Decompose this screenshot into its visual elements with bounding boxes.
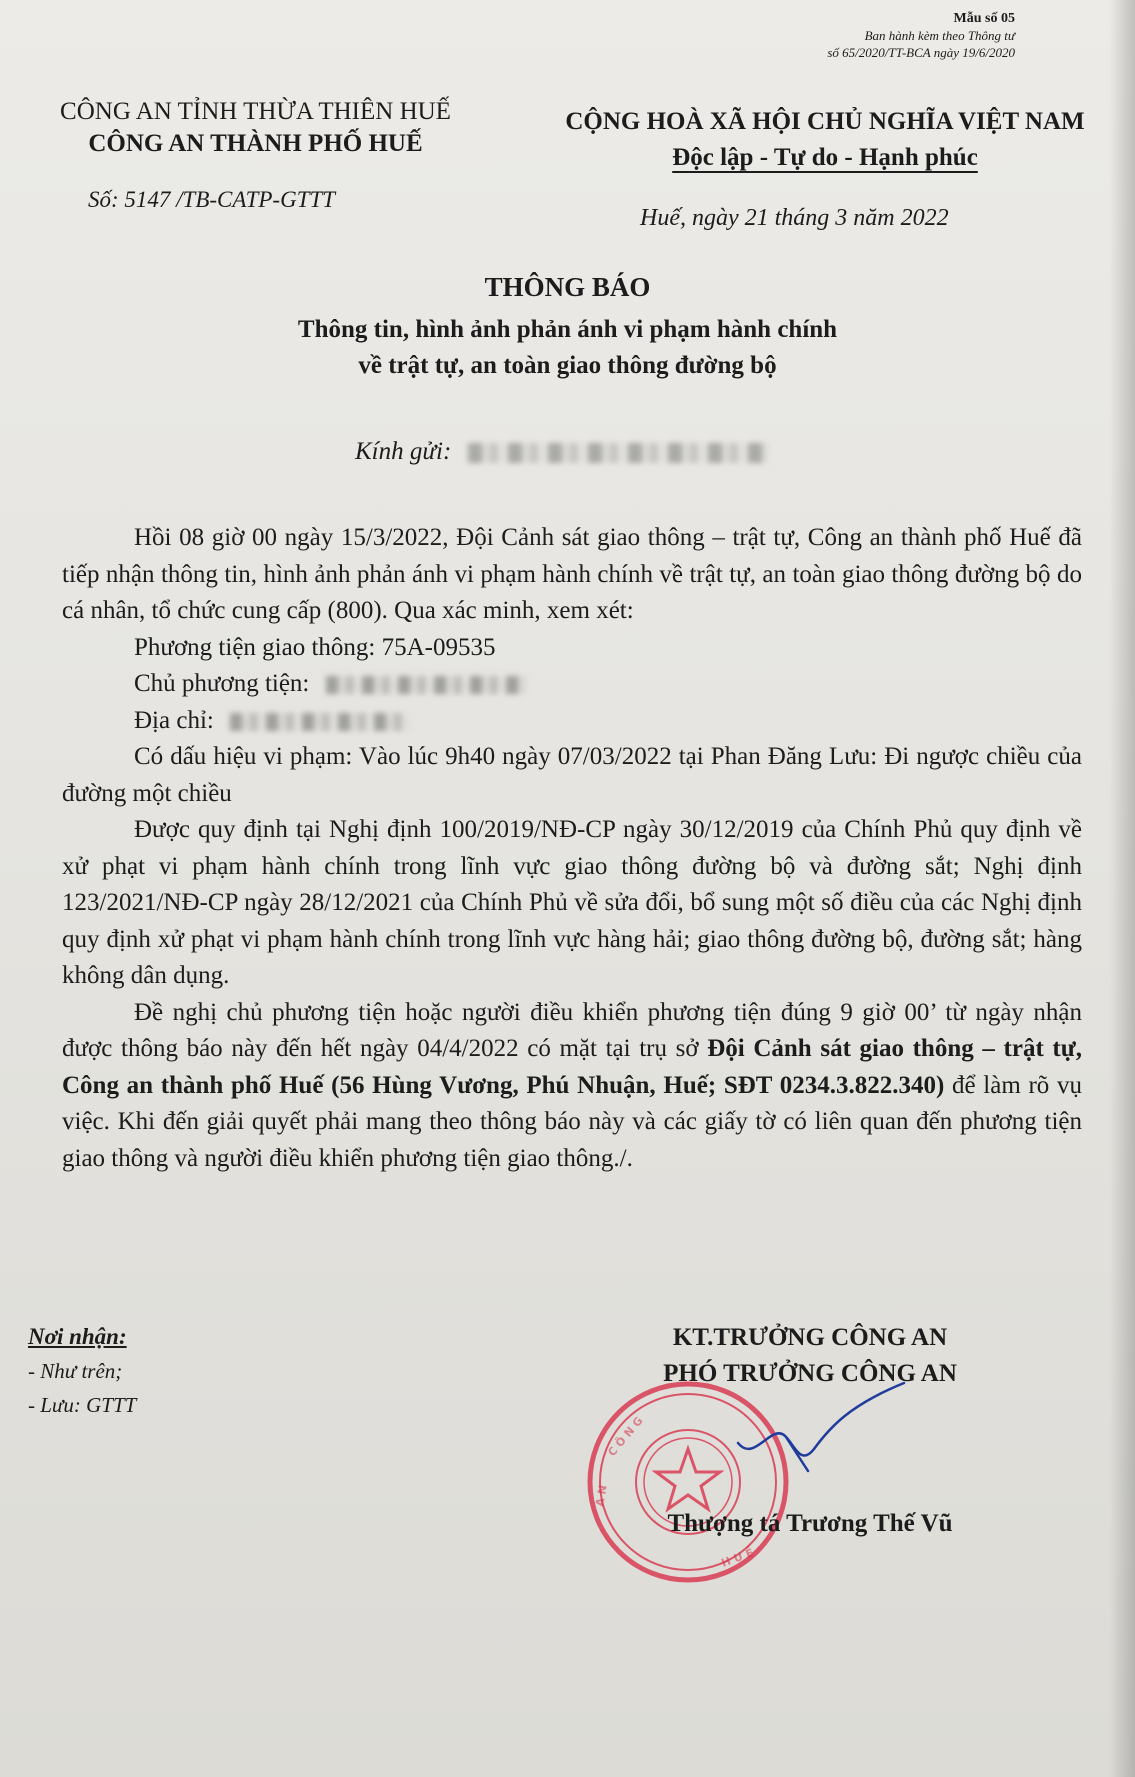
form-reference xyxy=(827,10,1015,61)
subtitle-line-2: về trật tự, an toàn giao thông đường bộ xyxy=(358,352,777,379)
recipient-item: - Lưu: GTTT xyxy=(28,1393,137,1417)
request-text-a: Đề nghị chủ phương tiện hoặc người điều khiển phương tiện đúng 9 giờ 00’ từ ngày nhận được thông báo này đến hết ngày 04/4/2022 có mặt tại trụ sở xyxy=(62,998,1082,1062)
document-subtitle xyxy=(0,312,1135,384)
vehicle-plate: 75A-09535 xyxy=(381,633,496,661)
field-vehicle xyxy=(62,630,1082,667)
svg-text:A N: A N xyxy=(593,1484,610,1508)
paragraph-legal-basis: Được quy định tại Nghị định 100/2019/NĐ-CP ngày 30/12/2019 của Chính Phủ quy định về xử phạt vi phạm hành chính trong lĩnh vực giao thông đường bộ và đường sắt; Nghị định 123/2021/NĐ-CP ngày 28/12/2021 của Chính Phủ về sửa đổi, bổ sung một số điều của các Nghị định quy định xử phạt vi phạm hành chính trong lĩnh vực hàng hải; giao thông đường bộ, đường sắt; hàng không dân dụng. xyxy=(62,816,1082,989)
national-header xyxy=(530,104,1120,176)
svg-text:H U Ế: H U Ế xyxy=(719,1546,756,1570)
form-line-2: số 65/2020/TT-BCA ngày 19/6/2020 xyxy=(827,45,1015,60)
greeting xyxy=(355,438,768,466)
vehicle-label: Phương tiện giao thông: xyxy=(134,633,376,661)
country-name: CỘNG HOÀ XÃ HỘI CHỦ NGHĨA VIỆT NAM xyxy=(565,108,1085,135)
redacted-owner-name xyxy=(326,676,526,694)
redacted-address xyxy=(230,713,410,731)
form-number: Mẫu số 05 xyxy=(953,11,1015,26)
document-title: THÔNG BÁO xyxy=(484,272,651,302)
agency-name: CÔNG AN THÀNH PHỐ HUẾ xyxy=(88,130,423,157)
owner-label: Chủ phương tiện: xyxy=(134,670,310,697)
paragraph-request xyxy=(62,995,1082,1178)
document-body xyxy=(62,520,1082,1177)
recipients-block xyxy=(28,1320,136,1422)
recipient-item: - Như trên; xyxy=(28,1359,123,1383)
paragraph-violation: Có dấu hiệu vi phạm: Vào lúc 9h40 ngày 07/03/2022 tại Phan Đăng Lưu: Đi ngược chiều của đường một chiều xyxy=(62,743,1082,807)
request-office-details: Đội Cảnh sát giao thông – trật tự, Công an thành phố Huế (56 Hùng Vương, Phú Nhuận, Huế; SĐT 0234.3.822.340) xyxy=(62,1035,1082,1099)
subtitle-line-1: Thông tin, hình ảnh phản ánh vi phạm hành chính xyxy=(297,316,838,343)
recipients-heading: Nơi nhận: xyxy=(28,1324,127,1349)
signature-title-1: KT.TRƯỞNG CÔNG AN xyxy=(672,1324,948,1351)
document-date: Huế, ngày 21 tháng 3 năm 2022 xyxy=(640,205,949,231)
field-address xyxy=(62,703,1082,740)
redacted-recipient-name xyxy=(468,443,768,463)
page-edge-shadow xyxy=(1109,0,1135,1777)
address-label: Địa chỉ: xyxy=(134,706,214,734)
seal-star-icon xyxy=(656,1449,720,1509)
svg-text:C Ô N G: C Ô N G xyxy=(605,1414,646,1459)
greeting-label: Kính gửi: xyxy=(355,438,452,465)
form-line-1: Ban hành kèm theo Thông tư xyxy=(864,28,1015,43)
handwritten-signature xyxy=(730,1375,910,1485)
paragraph-intro: Hồi 08 giờ 00 ngày 15/3/2022, Đội Cảnh sát giao thông – trật tự, Công an thành phố Huế đã tiếp nhận thông tin, hình ảnh phản ánh vi phạm hành chính về trật tự, an toàn giao thông đường bộ do cá nhân, tổ chức cung cấp (800). Qua xác minh, xem xét: xyxy=(62,524,1082,624)
motto: Độc lập - Tự do - Hạnh phúc xyxy=(672,144,978,171)
signer-name: Thượng tá Trương Thế Vũ xyxy=(667,1510,953,1537)
document-number: Số: 5147 /TB-CATP-GTTT xyxy=(88,187,336,212)
issuing-agency xyxy=(28,96,483,160)
request-text-b: để làm rõ vụ việc. Khi đến giải quyết phải mang theo thông báo này và các giấy tờ có liên quan đến phương tiện giao thông và người điều khiển phương tiện giao thông./. xyxy=(62,1071,1082,1172)
agency-parent: CÔNG AN TỈNH THỪA THIÊN HUẾ xyxy=(60,98,451,125)
field-owner xyxy=(62,666,1082,703)
signature-title-2: PHÓ TRƯỞNG CÔNG AN xyxy=(663,1360,957,1387)
